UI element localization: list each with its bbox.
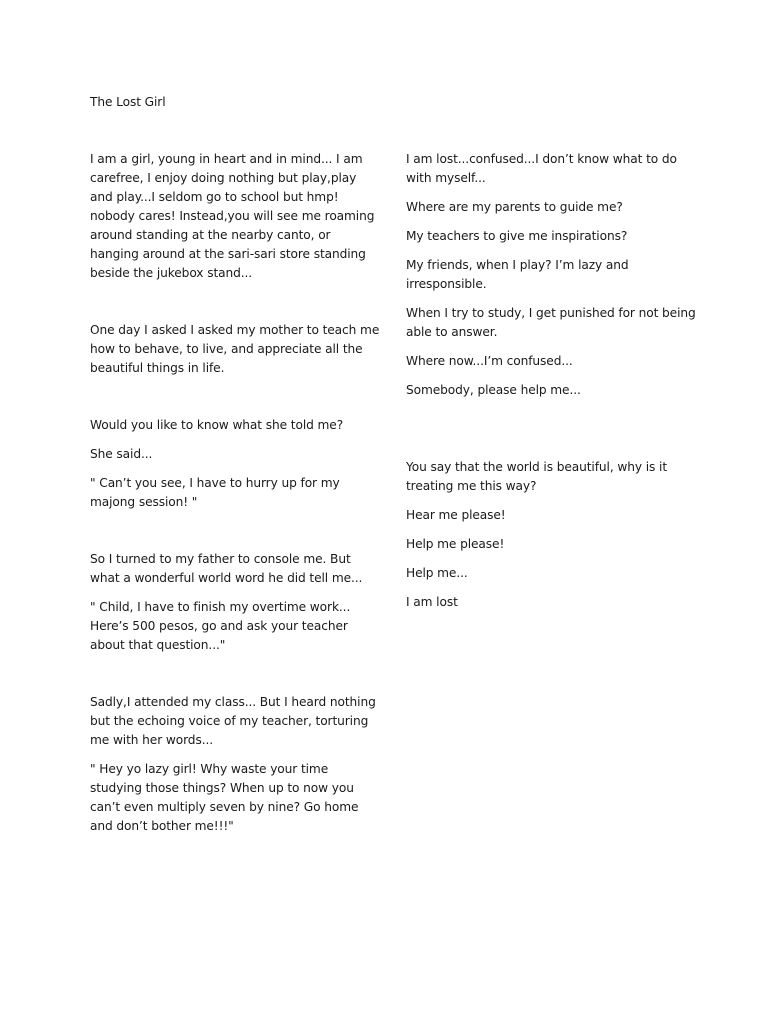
paragraph: I am lost <box>406 595 458 609</box>
left-column <box>90 150 380 836</box>
paragraph: My friends, when I play? I’m lazy and irresponsible. <box>406 258 629 291</box>
paragraph: My teachers to give me inspirations? <box>406 229 628 243</box>
paragraph: Would you like to know what she told me? <box>90 418 344 432</box>
paragraph: " Hey yo lazy girl! Why waste your time studying those things? When up to now you can’t even multiply seven by nine? Go home and don’t bother me!!!" <box>90 762 359 833</box>
paragraph: " Can’t you see, I have to hurry up for my majong session! " <box>90 476 340 509</box>
paragraph: Where now...I’m confused... <box>406 354 573 368</box>
paragraph: Hear me please! <box>406 508 506 522</box>
paragraph: One day I asked I asked my mother to teach me how to behave, to live, and appreciate all the beautiful things in life. <box>90 323 380 375</box>
paragraph: " Child, I have to finish my overtime work... Here’s 500 pesos, go and ask your teacher about that question..." <box>90 600 351 652</box>
paragraph: Sadly,I attended my class... But I heard nothing but the echoing voice of my teacher, torturing me with her words... <box>90 695 376 747</box>
document-title: The Lost Girl <box>90 95 166 109</box>
paragraph: Where are my parents to guide me? <box>406 200 623 214</box>
paragraph: Help me please! <box>406 537 505 551</box>
paragraph: I am a girl, young in heart and in mind... I am carefree, I enjoy doing nothing but play,play and play...I seldom go to school but hmp! nobody cares! Instead,you will see me roaming around standing at the nearby canto, or hanging around at the sari-sari store standing beside the jukebox stand... <box>90 152 375 280</box>
paragraph: She said... <box>90 447 153 461</box>
paragraph: Help me... <box>406 566 468 580</box>
paragraph: When I try to study, I get punished for not being able to answer. <box>406 306 696 339</box>
paragraph: So I turned to my father to console me. But what a wonderful world word he did tell me... <box>90 552 363 585</box>
right-column <box>406 150 696 612</box>
paragraph: I am lost...confused...I don’t know what to do with myself... <box>406 152 677 185</box>
paragraph: Somebody, please help me... <box>406 383 581 397</box>
paragraph: You say that the world is beautiful, why is it treating me this way? <box>406 460 668 493</box>
